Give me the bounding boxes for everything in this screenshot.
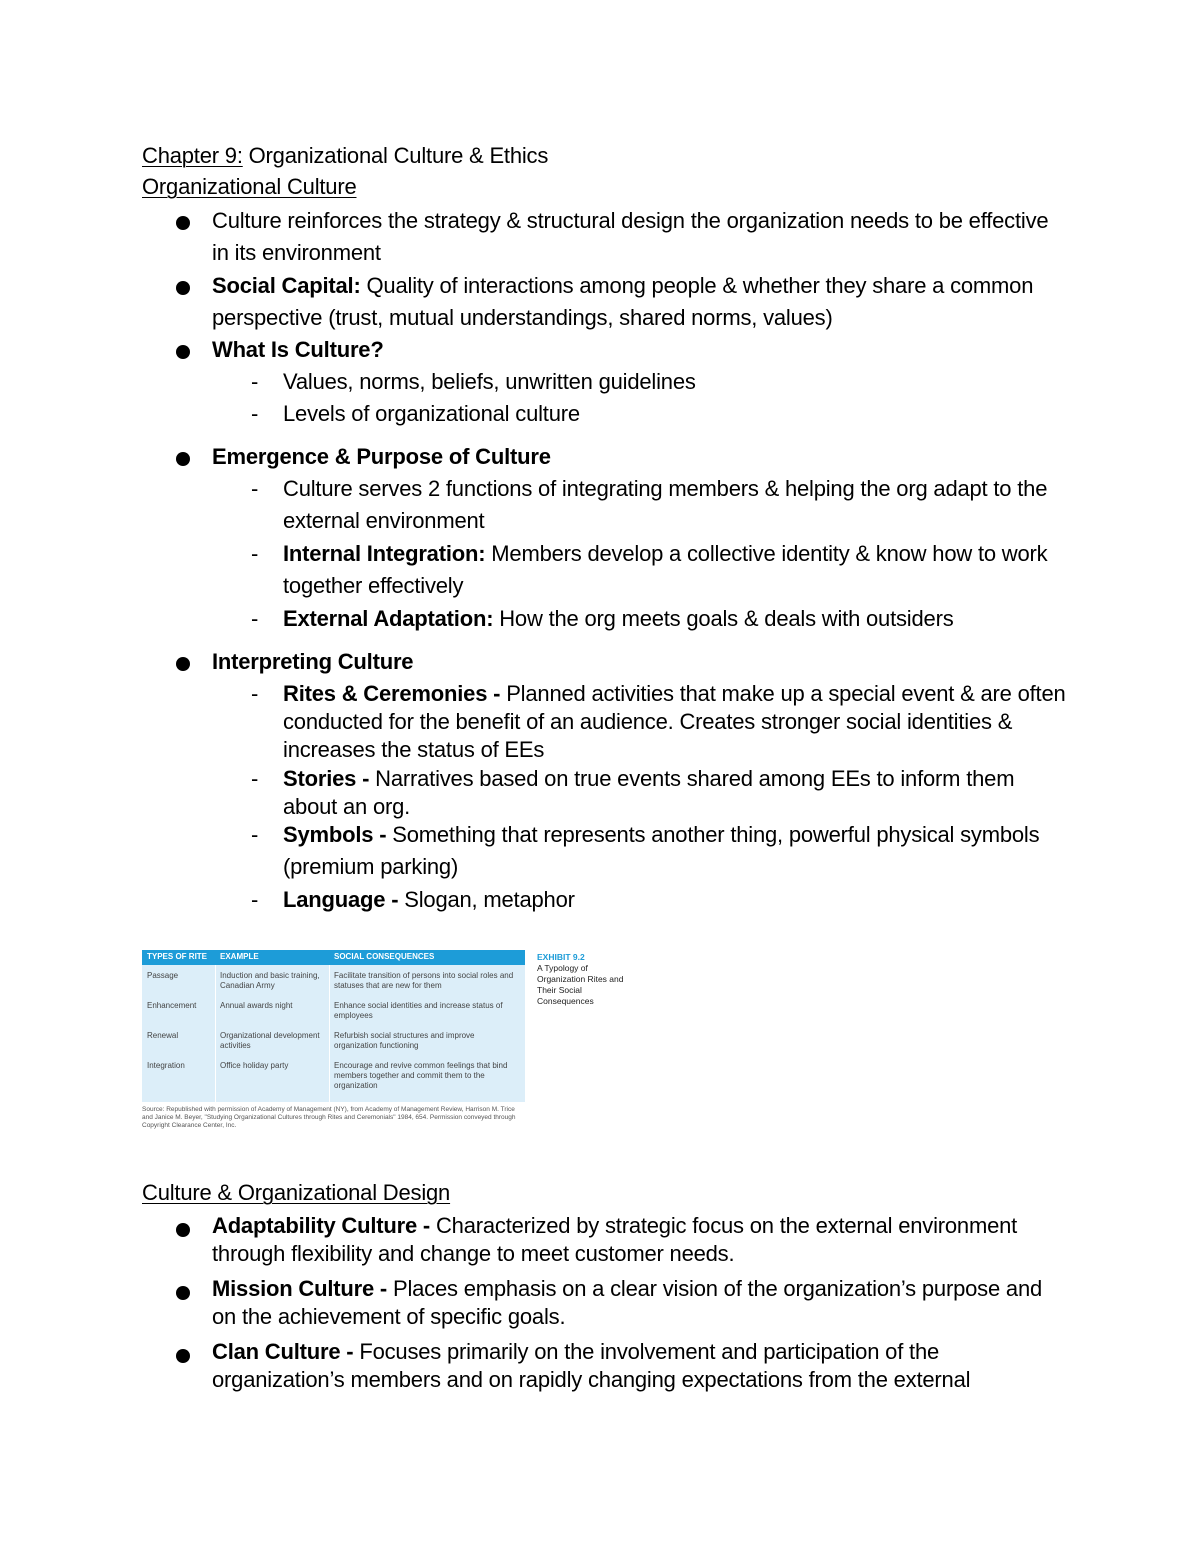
exhibit-caption xyxy=(537,952,627,1007)
sub-levels-of-culture: - Levels of organizational culture xyxy=(283,398,1073,430)
sub-stories xyxy=(283,765,1073,821)
sub-term: Rites & Ceremonies - xyxy=(283,681,501,706)
cell-example: Office holiday party xyxy=(220,1061,289,1070)
cell-example: Annual awards night xyxy=(220,1001,293,1010)
exhibit-caption-text: A Typology of Organization Rites and Their Social Consequences xyxy=(537,963,624,1006)
bullet-term: Clan Culture - xyxy=(212,1339,354,1364)
cell-example: Organizational development activities xyxy=(220,1031,320,1050)
exhibit-table xyxy=(142,950,525,1102)
sub-text: How the org meets goals & deals with outsiders xyxy=(493,606,954,631)
chapter-heading xyxy=(142,140,548,172)
bullet-term: Social Capital: xyxy=(212,273,361,298)
chapter-title: Organizational Culture & Ethics xyxy=(242,143,549,168)
sub-internal-integration xyxy=(283,538,1073,602)
cell-consequence: Encourage and revive common feelings that bind members together and commit them to the organization xyxy=(334,1061,508,1090)
sub-text: Members develop a collective identity & know how to work together effectively xyxy=(283,541,1048,598)
exhibit-source-note: Source: Republished with permission of Academy of Management (NY), from Academy of Management Review, Harrison M. Trice and Janice M. Beyer, "Studying Organizational Cultures through Rites and Ceremonials" 1984, 654. Permission conveyed through Copyright Clearance Center, Inc. xyxy=(142,1106,516,1129)
bullet-what-is-culture: What Is Culture? xyxy=(212,334,1062,366)
cell-consequence: Refurbish social structures and improve organization functioning xyxy=(334,1031,475,1050)
sub-term: External Adaptation: xyxy=(283,606,494,631)
sub-rites-ceremonies xyxy=(283,680,1073,764)
sub-culture-serves: - Culture serves 2 functions of integrating members & helping the org adapt to the external environment xyxy=(283,473,1073,537)
bullet-text: Quality of interactions among people & whether they share a common perspective (trust, mutual understandings, shared norms, values) xyxy=(212,273,1034,330)
cell-example: Induction and basic training, Canadian Army xyxy=(220,971,320,990)
sub-term: Symbols - xyxy=(283,822,387,847)
sub-external-adaptation xyxy=(283,603,1073,635)
cell-rite: Renewal xyxy=(147,1031,179,1040)
sub-language xyxy=(283,884,1073,916)
bullet-text: Culture reinforces the strategy & structural design the organization needs to be effective in its environment xyxy=(212,208,1049,265)
header-types-of-rite: TYPES OF RITE xyxy=(147,952,208,961)
cell-rite: Passage xyxy=(147,971,179,980)
sub-text: Slogan, metaphor xyxy=(398,887,575,912)
bullet-clan-culture xyxy=(212,1338,1062,1394)
cell-consequence: Enhance social identities and increase status of employees xyxy=(334,1001,503,1020)
bullet-mission-culture xyxy=(212,1275,1062,1331)
exhibit-table-header xyxy=(142,950,525,965)
header-social-consequences: SOCIAL CONSEQUENCES xyxy=(334,952,435,961)
bullet-text: Focuses primarily on the involvement and participation of the organization’s members and on rapidly changing expectations from the external xyxy=(212,1339,971,1392)
sub-term: Internal Integration: xyxy=(283,541,486,566)
bullet-text: Places emphasis on a clear vision of the organization’s purpose and on the achievement of specific goals. xyxy=(212,1276,1043,1329)
bullet-text: Characterized by strategic focus on the external environment through flexibility and change to meet customer needs. xyxy=(212,1213,1018,1266)
sub-term: Stories - xyxy=(283,766,370,791)
bullet-term: Mission Culture - xyxy=(212,1276,388,1301)
column-divider xyxy=(215,965,216,1102)
section-heading-organizational-culture: Organizational Culture xyxy=(142,174,357,199)
sub-text: Planned activities that make up a special event & are often conducted for the benefit of an audience. Creates stronger social identities & increases the status of EEs xyxy=(283,681,1066,762)
bullet-interpreting-culture: Interpreting Culture xyxy=(212,646,1062,678)
cell-consequence: Facilitate transition of persons into social roles and statuses that are new for them xyxy=(334,971,514,990)
sub-values-norms: - Values, norms, beliefs, unwritten guidelines xyxy=(283,366,1073,398)
exhibit-caption-title: EXHIBIT 9.2 xyxy=(537,952,585,962)
bullet-emergence-purpose: Emergence & Purpose of Culture xyxy=(212,441,1062,473)
chapter-label: Chapter 9: xyxy=(142,143,243,168)
bullet-culture-reinforces xyxy=(212,205,1062,269)
sub-symbols xyxy=(283,819,1073,883)
cell-rite: Integration xyxy=(147,1061,185,1070)
sub-text: Something that represents another thing, powerful physical symbols (premium parking) xyxy=(283,822,1040,879)
bullet-term: Adaptability Culture - xyxy=(212,1213,431,1238)
exhibit-rites-table-image xyxy=(142,950,624,1140)
sub-text: Narratives based on true events shared among EEs to inform them about an org. xyxy=(283,766,1015,819)
sub-term: Language - xyxy=(283,887,399,912)
bullet-social-capital xyxy=(212,270,1062,334)
header-example: EXAMPLE xyxy=(220,952,259,961)
cell-rite: Enhancement xyxy=(147,1001,197,1010)
column-divider xyxy=(329,965,330,1102)
section-heading-culture-design: Culture & Organizational Design xyxy=(142,1180,451,1205)
bullet-adaptability-culture xyxy=(212,1212,1062,1268)
